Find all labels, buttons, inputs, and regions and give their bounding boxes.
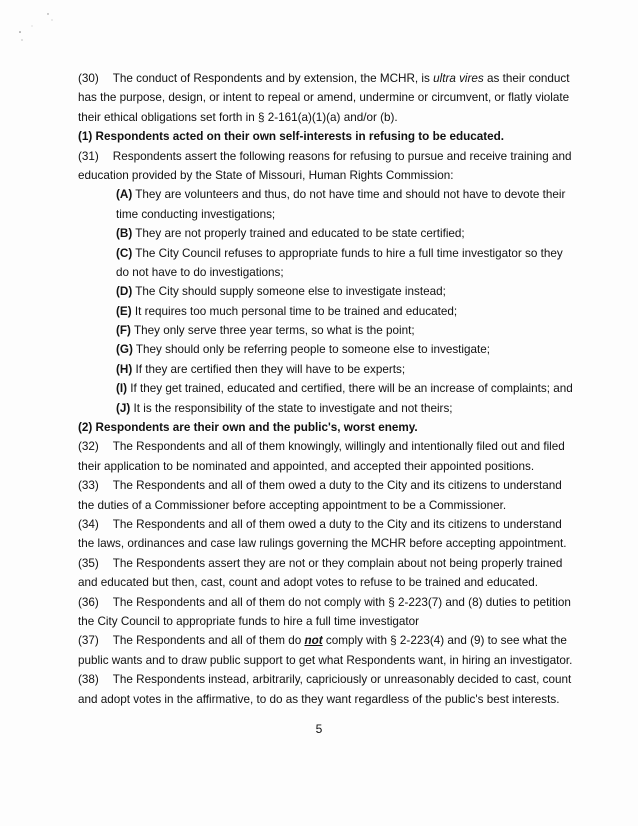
reason-i: (I) If they get trained, educated and certified, there will be an increase of complaints; and — [116, 382, 573, 396]
page-number: 5 — [315, 722, 323, 736]
reason-b: (B) They are not properly trained and educated to be state certified; — [116, 227, 465, 241]
paragraph-34: (34) The Respondents and all of them owed a duty to the City and its citizens to understand — [78, 517, 562, 531]
scan-specks — [10, 8, 80, 48]
paragraph-number: (32) — [78, 440, 99, 454]
section-heading-1: (1) Respondents acted on their own self-interests in refusing to be educated. — [78, 130, 505, 144]
reason-e: (E) It requires too much personal time to be trained and educated; — [116, 304, 458, 318]
paragraph-number: (38) — [78, 673, 99, 687]
paragraph-number: (34) — [78, 517, 99, 531]
paragraph-number: (31) — [78, 149, 99, 163]
paragraph-38: (38) The Respondents instead, arbitrarily, capriciously or unreasonably decided to cast, count — [78, 673, 572, 687]
reason-j: (J) It is the responsibility of the state to investigate and not theirs; — [116, 401, 453, 415]
italic-term: ultra vires — [433, 72, 484, 85]
section-heading-2: (2) Respondents are their own and the public's, worst enemy. — [78, 421, 418, 435]
paragraph-number: (37) — [78, 634, 99, 648]
paragraph-33: (33) The Respondents and all of them owed a duty to the City and its citizens to understand — [78, 479, 562, 493]
reason-h: (H) If they are certified then they will have to be experts; — [116, 362, 406, 376]
paragraph-31: (31) Respondents assert the following reasons for refusing to pursue and receive training and — [78, 149, 572, 163]
paragraph-37: (37) The Respondents and all of them do not comply with § 2-223(4) and (9) to see what the — [78, 634, 567, 648]
paragraph-30: (30) The conduct of Respondents and by extension, the MCHR, is ultra vires as their conduct — [78, 72, 570, 85]
reason-a: (A) They are volunteers and thus, do not have time and should not have to devote their — [116, 188, 566, 202]
reason-f: (F) They only serve three year terms, so what is the point; — [116, 324, 415, 338]
paragraph-number: (30) — [78, 72, 99, 85]
paragraph-number: (35) — [78, 556, 99, 570]
reason-c: (C) The City Council refuses to appropriate funds to hire a full time investigator so they — [116, 246, 563, 260]
reason-g: (G) They should only be referring people to someone else to investigate; — [116, 343, 490, 357]
reason-d: (D) The City should supply someone else to investigate instead; — [116, 285, 446, 299]
document-body: (30) The conduct of Respondents and by extension, the MCHR, is ultra vires as their conduct has the purpose, design, or intent to repeal or amend, undermine or circumvent, or flatly violate their ethical obligations set forth in § 2-161(a)(1)(a) and/or (b). (1) Respondents acted on their own self-interests in refusing to be educated. (31) Respondents assert the following reasons for refusing to pursue and receive training and education provided by the State of Missouri, Human Rights Commission: (A) They are volunteers and thus, do not have time and should not have to devote their time conducting investigations; (B) They are not properly trained and educated to be state certified; (C) The City Council refuses to appropriate funds to hire a full time investigator so they do not have to do investigations; (D) The City should supply someone else to investigate instead; (E) It requires too much personal time to be trained and educated; (F) They only serve three year terms, so what is the point; (G) They should only be referring people to someone else to investigate; (H) If they are certified then they will have to be experts; (I) If they get trained, educated and certified, there will be an increase of complaints; and (J) It is the responsibility of the state to investigate and not theirs; (2) Respondents are their own and the public's, worst enemy. (32) The Respondents and all of them knowingly, willingly and intentionally filed out and filed their application to be nominated and appointed, and accepted their appointed positions. (33) The Respondents and all of them owed a duty to the City and its citizens to understand the duties of a Commissioner before accepting appointment to be a Commissioner. (34) The Respondents and all of them owed a duty to the City and its citizens to understand the laws, ordinances and case law rulings governing the MCHR before accepting appointment. (35) The Respondents assert they are not or they complain about not being properly trained and educated but then, cast, count and adopt votes to refuse to be trained and educated. (36) The Respondents and all of them do not comply with § 2-223(7) and (8) duties to petition the City Council to appropriate funds to hire a full time investigator (37) The Respondents and all of them do not comply with § 2-223(4) and (9) to see what the public wants and to draw public support to get what Respondents want, in hiring an investigator. (38) The Respondents instead, arbitrarily, capriciously or unreasonably decided to cast, count and adopt votes in the affirmative, to do as they want regardless of the public's best interests. — [78, 69, 572, 709]
paragraph-35: (35) The Respondents assert they are not or they complain about not being properly trained — [78, 556, 563, 570]
paragraph-number: (33) — [78, 479, 99, 493]
emphasized-not: not — [304, 634, 323, 648]
paragraph-32: (32) The Respondents and all of them knowingly, willingly and intentionally filed out and filed — [78, 440, 565, 454]
paragraph-36: (36) The Respondents and all of them do not comply with § 2-223(7) and (8) duties to petition — [78, 595, 571, 609]
paragraph-number: (36) — [78, 595, 99, 609]
